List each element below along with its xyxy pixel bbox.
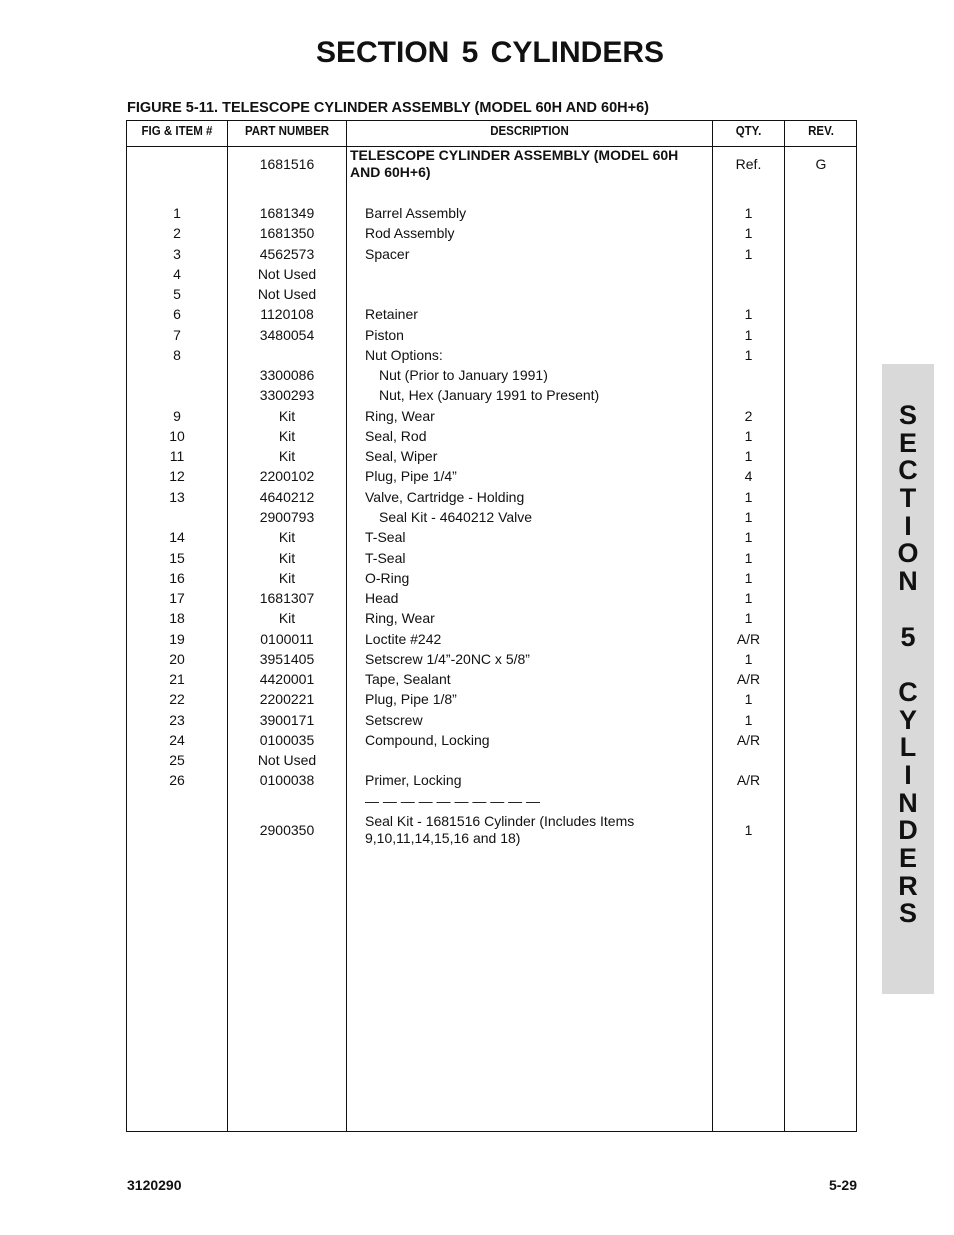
part-number-cell: Not Used: [257, 266, 317, 282]
qty-cell: A/R: [736, 772, 761, 788]
item-number-cell: 17: [169, 590, 185, 606]
header-rev: REV.: [808, 124, 834, 138]
description-cell: Seal Kit - 4640212 Valve: [379, 509, 533, 525]
item-number-cell: 18: [169, 610, 185, 626]
figure-title: FIGURE 5-11. TELESCOPE CYLINDER ASSEMBLY (MODEL 60H AND 60H+6): [127, 100, 649, 116]
part-number-cell: 2200102: [259, 468, 315, 484]
description-cell: TELESCOPE CYLINDER ASSEMBLY (MODEL 60H AND 60H+6): [350, 147, 679, 180]
side-tab-letter: O: [897, 538, 919, 569]
part-number-cell: Kit: [278, 408, 296, 424]
side-tab-letter: E: [898, 427, 917, 458]
qty-cell: 1: [744, 651, 753, 667]
qty-cell: 1: [744, 306, 753, 322]
side-tab-letter: E: [898, 843, 917, 873]
description-cell: Compound, Locking: [365, 732, 490, 748]
qty-cell: 1: [744, 590, 753, 606]
side-tab-letter: C: [898, 676, 918, 707]
item-number-cell: 26: [169, 772, 185, 788]
part-number-cell: 2200221: [259, 691, 315, 707]
qty-cell: 1: [744, 550, 753, 566]
item-number-cell: 14: [169, 529, 185, 545]
item-number-cell: 10: [169, 428, 185, 444]
description-cell: Tape, Sealant: [365, 671, 451, 687]
part-number-cell: Not Used: [257, 286, 317, 302]
rev-cell: G: [815, 156, 827, 172]
qty-cell: A/R: [736, 732, 761, 748]
description-cell: Seal, Wiper: [365, 448, 438, 464]
qty-cell: 1: [744, 205, 753, 221]
item-number-cell: 9: [173, 408, 181, 424]
description-cell: Seal, Rod: [365, 428, 427, 444]
description-cell: Nut, Hex (January 1991 to Present): [379, 387, 600, 403]
part-number-cell: Kit: [278, 610, 296, 626]
side-tab-letter: [882, 596, 934, 624]
description-cell: Setscrew: [365, 712, 423, 728]
description-cell: Head: [365, 590, 399, 606]
description-cell: T-Seal: [365, 529, 406, 545]
qty-cell: 1: [744, 448, 753, 464]
qty-cell: A/R: [736, 671, 761, 687]
item-number-cell: 22: [169, 691, 185, 707]
side-tab-letter: S: [898, 898, 917, 929]
section-title: SECTION 5 CYLINDERS: [315, 36, 665, 69]
description-cell: O-Ring: [365, 570, 410, 586]
description-cell: Ring, Wear: [365, 610, 435, 626]
item-number-cell: 13: [169, 489, 185, 505]
header-qty: QTY.: [735, 124, 762, 138]
part-number-cell: 2900793: [259, 509, 315, 525]
side-tab-letter: T: [899, 483, 917, 514]
part-number-cell: 3480054: [259, 327, 315, 343]
item-number-cell: 19: [169, 631, 185, 647]
item-number-cell: 25: [169, 752, 185, 768]
qty-cell: 1: [744, 225, 753, 241]
item-number-cell: 16: [169, 570, 185, 586]
item-number-cell: 8: [173, 347, 181, 363]
part-number-cell: Not Used: [257, 752, 317, 768]
part-number-cell: 3951405: [259, 651, 315, 667]
description-cell: Setscrew 1/4”-20NC x 5/8”: [365, 651, 530, 667]
qty-cell: 1: [744, 509, 753, 525]
item-number-cell: 15: [169, 550, 185, 566]
item-number-cell: 23: [169, 712, 185, 728]
qty-cell: 1: [744, 610, 753, 626]
description-cell: Barrel Assembly: [365, 205, 467, 221]
description-cell: Spacer: [365, 246, 410, 262]
side-tab-letter: R: [898, 870, 918, 901]
side-tab-letter: L: [899, 732, 917, 763]
part-number-cell: 1681350: [259, 225, 315, 241]
description-cell: — — — — — — — — — —: [365, 793, 541, 809]
qty-cell: 1: [744, 428, 753, 444]
side-tab-letter: N: [898, 566, 918, 597]
part-number-cell: Kit: [278, 529, 296, 545]
qty-cell: 2: [744, 408, 753, 424]
description-cell: Piston: [365, 327, 404, 343]
qty-cell: Ref.: [735, 156, 762, 172]
qty-cell: 1: [744, 347, 753, 363]
item-number-cell: 24: [169, 732, 185, 748]
description-cell: Plug, Pipe 1/4”: [365, 468, 457, 484]
part-number-cell: 3900171: [259, 712, 315, 728]
qty-cell: 1: [744, 489, 753, 505]
qty-cell: 4: [744, 468, 753, 484]
description-cell: Valve, Cartridge - Holding: [365, 489, 525, 505]
side-tab-letter: D: [898, 815, 918, 846]
part-number-cell: 1681307: [259, 590, 315, 606]
item-number-cell: 1: [173, 205, 181, 221]
description-cell: Seal Kit - 1681516 Cylinder (Includes Items 9,10,11,14,15,16 and 18): [365, 813, 635, 846]
description-cell: Rod Assembly: [365, 225, 455, 241]
part-number-cell: 4420001: [259, 671, 315, 687]
part-number-cell: Kit: [278, 570, 296, 586]
part-number-cell: 1681349: [259, 205, 315, 221]
part-number-cell: Kit: [278, 550, 296, 566]
description-cell: Nut (Prior to January 1991): [379, 367, 548, 383]
page-number: 5-29: [828, 1177, 857, 1193]
header-part-number: PART NUMBER: [244, 124, 330, 138]
part-number-cell: Kit: [278, 428, 296, 444]
part-number-cell: 1120108: [260, 306, 314, 322]
part-number-cell: 3300293: [259, 387, 315, 403]
description-cell: Loctite #242: [365, 631, 442, 647]
item-number-cell: 4: [173, 266, 181, 282]
item-number-cell: 6: [173, 306, 181, 322]
item-number-cell: 2: [173, 225, 181, 241]
description-cell: Ring, Wear: [365, 408, 435, 424]
side-tab-label: [882, 402, 934, 928]
side-tab-letter: Y: [898, 704, 917, 735]
part-number-cell: 0100035: [259, 732, 315, 748]
section-side-tab: [882, 364, 934, 994]
qty-cell: 1: [744, 327, 753, 343]
side-tab-letter: S: [898, 400, 917, 430]
qty-cell: 1: [744, 246, 753, 262]
side-tab-letter: C: [898, 455, 918, 486]
header-item: FIG & ITEM #: [141, 124, 213, 138]
part-number-cell: 0100011: [260, 631, 314, 647]
qty-cell: 1: [744, 822, 753, 838]
item-number-cell: 3: [173, 246, 181, 262]
item-number-cell: 5: [173, 286, 181, 302]
qty-cell: 1: [744, 529, 753, 545]
side-tab-letter: I: [904, 759, 912, 790]
qty-cell: 1: [744, 691, 753, 707]
document-number: 3120290: [127, 1177, 182, 1193]
header-description: DESCRIPTION: [490, 124, 569, 138]
part-number-cell: 3300086: [259, 367, 315, 383]
description-cell: Plug, Pipe 1/8”: [365, 691, 457, 707]
part-number-cell: 4640212: [259, 489, 315, 505]
qty-cell: 1: [744, 570, 753, 586]
part-number-cell: 2900350: [259, 822, 315, 838]
description-cell: Nut Options:: [365, 347, 443, 363]
side-tab-letter: [882, 651, 934, 679]
item-number-cell: 20: [169, 651, 185, 667]
part-number-cell: 1681516: [259, 156, 315, 172]
part-number-cell: Kit: [278, 448, 296, 464]
item-number-cell: 12: [169, 468, 185, 484]
part-number-cell: 4562573: [259, 246, 315, 262]
item-number-cell: 7: [173, 327, 181, 343]
part-number-cell: 0100038: [259, 772, 315, 788]
qty-cell: A/R: [736, 631, 761, 647]
item-number-cell: 21: [169, 671, 185, 687]
item-number-cell: 11: [169, 448, 185, 464]
side-tab-letter: I: [904, 510, 912, 541]
description-cell: T-Seal: [365, 550, 406, 566]
qty-cell: 1: [744, 712, 753, 728]
side-tab-letter: 5: [900, 621, 916, 652]
description-cell: Retainer: [365, 306, 418, 322]
side-tab-letter: N: [898, 787, 918, 818]
description-cell: Primer, Locking: [365, 772, 462, 788]
